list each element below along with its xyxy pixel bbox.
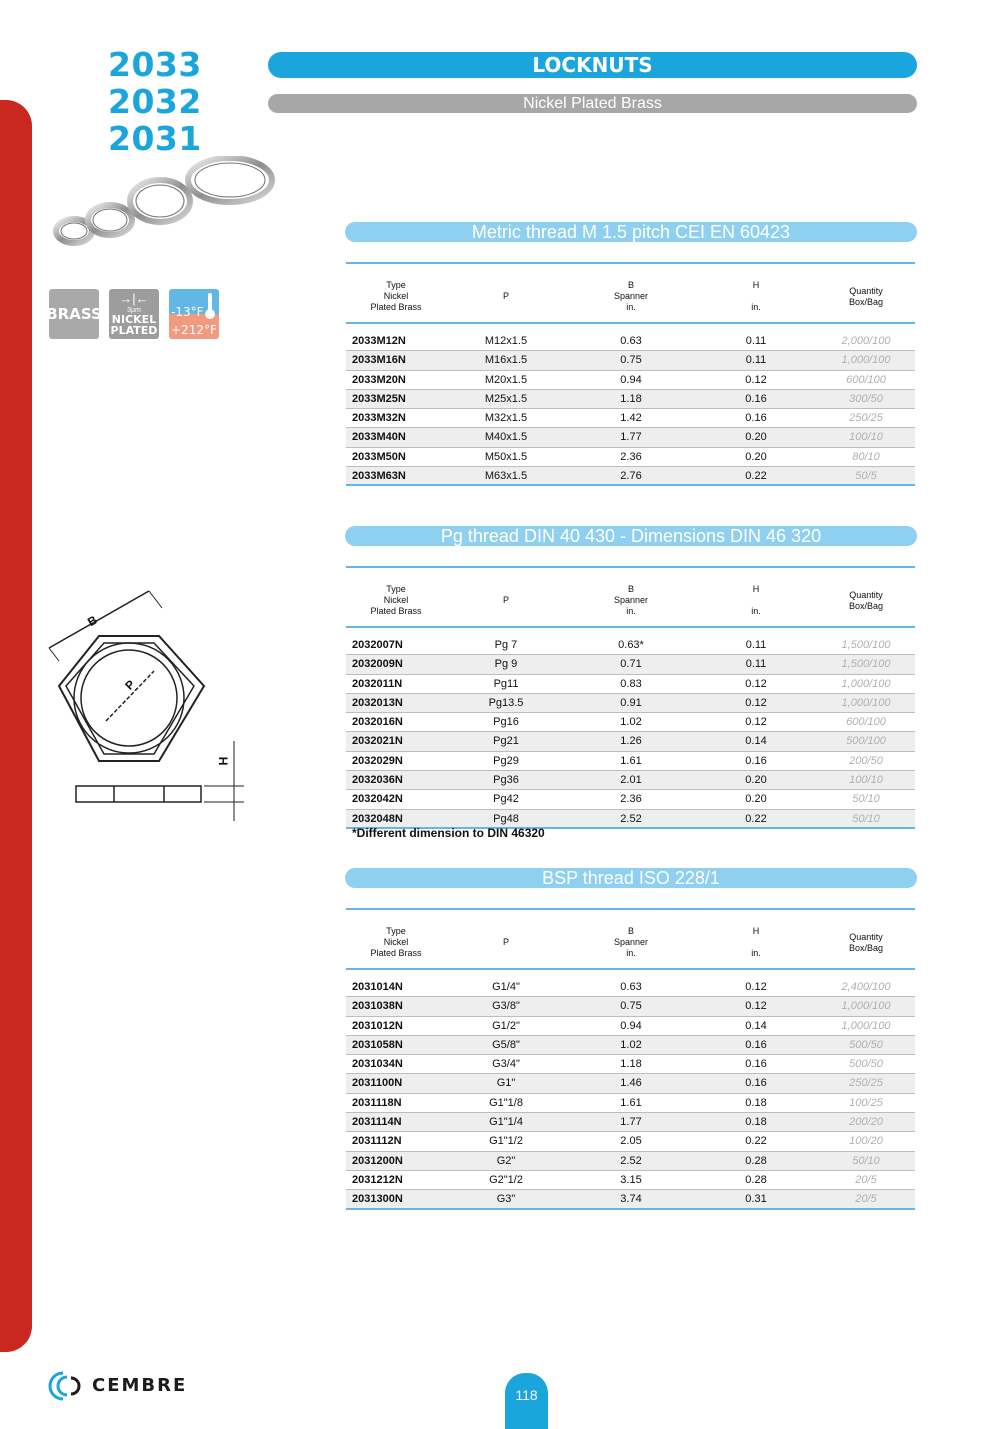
brass-badge: BRASS: [49, 289, 99, 339]
type-cell: 2031034N: [352, 1058, 403, 1071]
quantity-cell: 250/25: [849, 1077, 883, 1090]
nickel-plated-badge: [109, 289, 159, 339]
quantity-cell: 20/5: [855, 1193, 877, 1206]
thread-cell: Pg36: [493, 774, 519, 787]
table-row: [346, 978, 915, 997]
type-cell: 2031114N: [352, 1116, 402, 1129]
table-header: Type Nickel Plated Brass P B Spanner in. H in. Quantity Box/Bag: [346, 568, 915, 628]
height-cell: 0.20: [745, 431, 767, 444]
dimension-label-p: P: [122, 677, 138, 693]
height-cell: 0.28: [745, 1154, 767, 1167]
height-cell: 0.18: [745, 1116, 767, 1129]
thread-cell: M16x1.5: [484, 354, 528, 367]
spanner-cell: 2.52: [620, 1154, 642, 1167]
type-cell: 2031014N: [352, 981, 403, 993]
quantity-cell: 1,000/100: [841, 696, 891, 709]
thread-cell: G1"1/8: [489, 1096, 523, 1109]
type-cell: 2033M32N: [352, 412, 406, 425]
height-cell: 0.22: [745, 1135, 767, 1148]
spanner-cell: 0.94: [620, 1019, 642, 1032]
section-title-pg: Pg thread DIN 40 430 - Dimensions DIN 46 320: [345, 526, 917, 546]
quantity-cell: 250/25: [849, 412, 883, 425]
product-code: 2033: [108, 45, 202, 84]
spanner-cell: 0.63*: [618, 639, 644, 651]
thread-cell: G1/2": [492, 1019, 520, 1032]
thread-cell: G2"1/2: [489, 1173, 523, 1186]
table-row: [346, 1190, 915, 1209]
quantity-cell: 500/100: [846, 735, 886, 748]
spanner-cell: 1.02: [620, 1038, 642, 1051]
table-row: [346, 675, 915, 694]
quantity-cell: 100/20: [849, 1135, 883, 1148]
quantity-cell: 50/5: [855, 470, 877, 483]
table-row: [346, 467, 915, 486]
spanner-cell: 1.18: [620, 392, 642, 405]
thread-cell: Pg21: [493, 735, 519, 748]
height-cell: 0.12: [745, 373, 767, 386]
height-cell: 0.16: [745, 754, 767, 767]
spanner-cell: 0.71: [620, 658, 642, 671]
height-cell: 0.16: [745, 1038, 767, 1051]
table-row: [346, 655, 915, 674]
spanner-cell: 2.05: [620, 1135, 642, 1148]
table-row: [346, 790, 915, 809]
thread-cell: G3/4": [492, 1058, 520, 1071]
table-row: [346, 771, 915, 790]
spanner-cell: 0.75: [620, 1000, 642, 1013]
quantity-cell: 1,000/100: [841, 1000, 891, 1013]
locknuts-photo: [50, 156, 290, 266]
spanner-cell: 1.02: [620, 716, 642, 729]
thread-cell: G1": [496, 1077, 516, 1090]
table-row: [346, 332, 915, 351]
table-row: [346, 713, 915, 732]
table-row: [346, 390, 915, 409]
table-row: [346, 1152, 915, 1171]
quantity-cell: 50/10: [852, 812, 880, 825]
thread-cell: Pg 7: [494, 639, 518, 651]
thermometer-icon: [204, 291, 216, 321]
cembre-logo-icon: [47, 1370, 87, 1402]
quantity-cell: 80/10: [852, 450, 880, 463]
height-cell: 0.12: [745, 677, 767, 690]
type-cell: 2031112N: [352, 1135, 402, 1148]
spanner-cell: 0.63: [620, 981, 642, 993]
spanner-cell: 2.52: [620, 812, 642, 825]
thread-cell: M50x1.5: [484, 450, 528, 463]
quantity-cell: 1,000/100: [841, 677, 891, 690]
type-cell: 2032042N: [352, 793, 403, 806]
quantity-cell: 500/50: [849, 1038, 883, 1051]
table-row: [346, 409, 915, 428]
thread-cell: M12x1.5: [484, 335, 528, 347]
thread-cell: M20x1.5: [484, 373, 528, 386]
height-cell: 0.31: [745, 1193, 767, 1206]
type-cell: 2033M12N: [352, 335, 406, 347]
product-code: 2031: [108, 119, 202, 158]
table-row: [346, 1132, 915, 1151]
table-row: [346, 752, 915, 771]
quantity-cell: 1,500/100: [841, 639, 891, 651]
height-cell: 0.28: [745, 1173, 767, 1186]
type-cell: 2031038N: [352, 1000, 403, 1013]
table-row: [346, 1055, 915, 1074]
quantity-cell: 200/50: [849, 754, 883, 767]
height-cell: 0.11: [745, 335, 767, 347]
spanner-cell: 2.76: [620, 470, 642, 483]
page-number: 118: [505, 1373, 548, 1429]
height-cell: 0.20: [745, 774, 767, 787]
type-cell: 2031058N: [352, 1038, 403, 1051]
quantity-cell: 100/25: [849, 1096, 883, 1109]
table-row: [346, 428, 915, 447]
height-cell: 0.12: [745, 981, 767, 993]
spanner-cell: 0.75: [620, 354, 642, 367]
spanner-cell: 1.77: [620, 431, 642, 444]
spanner-cell: 0.91: [620, 696, 642, 709]
type-cell: 2031212N: [352, 1173, 403, 1186]
thread-cell: Pg48: [493, 812, 519, 825]
height-cell: 0.11: [745, 658, 767, 671]
height-cell: 0.12: [745, 696, 767, 709]
type-cell: 2033M63N: [352, 470, 406, 483]
quantity-cell: 2,400/100: [841, 981, 891, 993]
thread-cell: M40x1.5: [484, 431, 528, 444]
quantity-cell: 1,000/100: [841, 354, 891, 367]
type-cell: 2032016N: [352, 716, 403, 729]
table-header: Type Nickel Plated Brass P B Spanner in. H in. Quantity Box/Bag: [346, 910, 915, 970]
table-row: [346, 1074, 915, 1093]
table-row: [346, 694, 915, 713]
table-row: [346, 997, 915, 1016]
type-cell: 2033M16N: [352, 354, 406, 367]
spanner-cell: 1.46: [620, 1077, 642, 1090]
dimension-label-b: B: [85, 612, 100, 630]
quantity-cell: 600/100: [846, 716, 886, 729]
product-code: 2032: [108, 82, 202, 121]
thread-cell: G3": [496, 1193, 516, 1206]
table-row: [346, 448, 915, 467]
thread-cell: Pg42: [493, 793, 519, 806]
spanner-cell: 1.61: [620, 754, 642, 767]
spanner-cell: 2.36: [620, 793, 642, 806]
type-cell: 2032021N: [352, 735, 403, 748]
type-cell: 2032009N: [352, 658, 403, 671]
type-cell: 2033M25N: [352, 392, 406, 405]
height-cell: 0.16: [745, 412, 767, 425]
quantity-cell: 600/100: [846, 373, 886, 386]
temp-high: +212°F: [171, 323, 217, 337]
page-title: LOCKNUTS: [268, 52, 917, 78]
table-header: Type Nickel Plated Brass P B Spanner in. H in. Quantity Box/Bag: [346, 264, 915, 324]
type-cell: 2031012N: [352, 1019, 403, 1032]
height-cell: 0.22: [745, 470, 767, 483]
type-cell: 2033M50N: [352, 450, 406, 463]
thread-cell: Pg29: [493, 754, 519, 767]
height-cell: 0.16: [745, 1077, 767, 1090]
spanner-cell: 0.94: [620, 373, 642, 386]
table-row: [346, 1094, 915, 1113]
thread-cell: G1/4": [492, 981, 520, 993]
spanner-cell: 0.83: [620, 677, 642, 690]
nickel-label: NICKEL: [111, 313, 157, 326]
cembre-logo: [47, 1370, 197, 1402]
height-cell: 0.14: [745, 735, 767, 748]
section-title-bsp: BSP thread ISO 228/1: [345, 868, 917, 888]
thread-cell: G3/8": [492, 1000, 520, 1013]
spanner-cell: 1.77: [620, 1116, 642, 1129]
height-cell: 0.18: [745, 1096, 767, 1109]
thickness-arrows-icon: →|←: [119, 291, 149, 306]
thread-cell: Pg16: [493, 716, 519, 729]
table-row: [346, 1017, 915, 1036]
footnote: *Different dimension to DIN 46320: [352, 826, 545, 840]
type-cell: 2031300N: [352, 1193, 403, 1206]
quantity-cell: 300/50: [849, 392, 883, 405]
side-color-bar: [0, 100, 32, 1352]
thread-cell: G1"1/4: [489, 1116, 523, 1129]
spanner-cell: 0.63: [620, 335, 642, 347]
technical-drawing: [44, 586, 254, 826]
height-cell: 0.20: [745, 793, 767, 806]
spanner-cell: 1.26: [620, 735, 642, 748]
dimension-label-h: H: [216, 756, 231, 766]
spanner-cell: 2.01: [620, 774, 642, 787]
type-cell: 2032011N: [352, 677, 403, 690]
thread-cell: G1"1/2: [489, 1135, 523, 1148]
spanner-cell: 2.36: [620, 450, 642, 463]
quantity-cell: 1,000/100: [841, 1019, 891, 1032]
quantity-cell: 20/5: [855, 1173, 877, 1186]
table-row: [346, 351, 915, 370]
type-cell: 2031200N: [352, 1154, 403, 1167]
quantity-cell: 100/10: [849, 431, 883, 444]
pg-table: [346, 566, 915, 829]
thread-cell: M25x1.5: [484, 392, 528, 405]
thread-cell: Pg11: [493, 677, 519, 690]
quantity-cell: 2,000/100: [841, 335, 891, 347]
type-cell: 2032048N: [352, 812, 403, 825]
height-cell: 0.11: [745, 639, 767, 651]
temp-low: -13°F: [171, 305, 204, 319]
type-cell: 2032036N: [352, 774, 403, 787]
nickel-thickness: 3µm: [127, 307, 141, 314]
temperature-badge: [169, 289, 219, 339]
spanner-cell: 1.18: [620, 1058, 642, 1071]
type-cell: 2033M20N: [352, 373, 406, 386]
thread-cell: G2": [496, 1154, 516, 1167]
spanner-cell: 1.61: [620, 1096, 642, 1109]
thread-cell: Pg 9: [494, 658, 518, 671]
height-cell: 0.22: [745, 812, 767, 825]
type-cell: 2031118N: [352, 1096, 402, 1109]
height-cell: 0.16: [745, 392, 767, 405]
height-cell: 0.14: [745, 1019, 767, 1032]
table-row: [346, 1113, 915, 1132]
table-row: [346, 371, 915, 390]
table-row: [346, 1036, 915, 1055]
thread-cell: G5/8": [492, 1038, 520, 1051]
type-cell: 2032029N: [352, 754, 403, 767]
quantity-cell: 50/10: [852, 1154, 880, 1167]
quantity-cell: 500/50: [849, 1058, 883, 1071]
table-row: [346, 636, 915, 655]
product-codes: [108, 46, 228, 157]
height-cell: 0.12: [745, 1000, 767, 1013]
plated-label: PLATED: [110, 324, 158, 337]
spanner-cell: 3.74: [620, 1193, 642, 1206]
table-row: [346, 732, 915, 751]
section-title-metric: Metric thread M 1.5 pitch CEI EN 60423: [345, 222, 917, 242]
height-cell: 0.11: [745, 354, 767, 367]
bsp-table: [346, 908, 915, 1210]
logo-wordmark: CEMBRE: [92, 1375, 188, 1396]
type-cell: 2032007N: [352, 639, 403, 651]
height-cell: 0.20: [745, 450, 767, 463]
type-cell: 2031100N: [352, 1077, 403, 1090]
metric-table: [346, 262, 915, 486]
thread-cell: M63x1.5: [484, 470, 528, 483]
quantity-cell: 50/10: [852, 793, 880, 806]
spanner-cell: 1.42: [620, 412, 642, 425]
type-cell: 2033M40N: [352, 431, 406, 444]
spanner-cell: 3.15: [620, 1173, 642, 1186]
height-cell: 0.16: [745, 1058, 767, 1071]
table-row: [346, 1171, 915, 1190]
quantity-cell: 100/10: [849, 774, 883, 787]
type-cell: 2032013N: [352, 696, 403, 709]
height-cell: 0.12: [745, 716, 767, 729]
thread-cell: M32x1.5: [484, 412, 528, 425]
quantity-cell: 200/20: [849, 1116, 883, 1129]
thread-cell: Pg13.5: [488, 696, 524, 709]
quantity-cell: 1,500/100: [841, 658, 891, 671]
page-subtitle: Nickel Plated Brass: [268, 94, 917, 113]
